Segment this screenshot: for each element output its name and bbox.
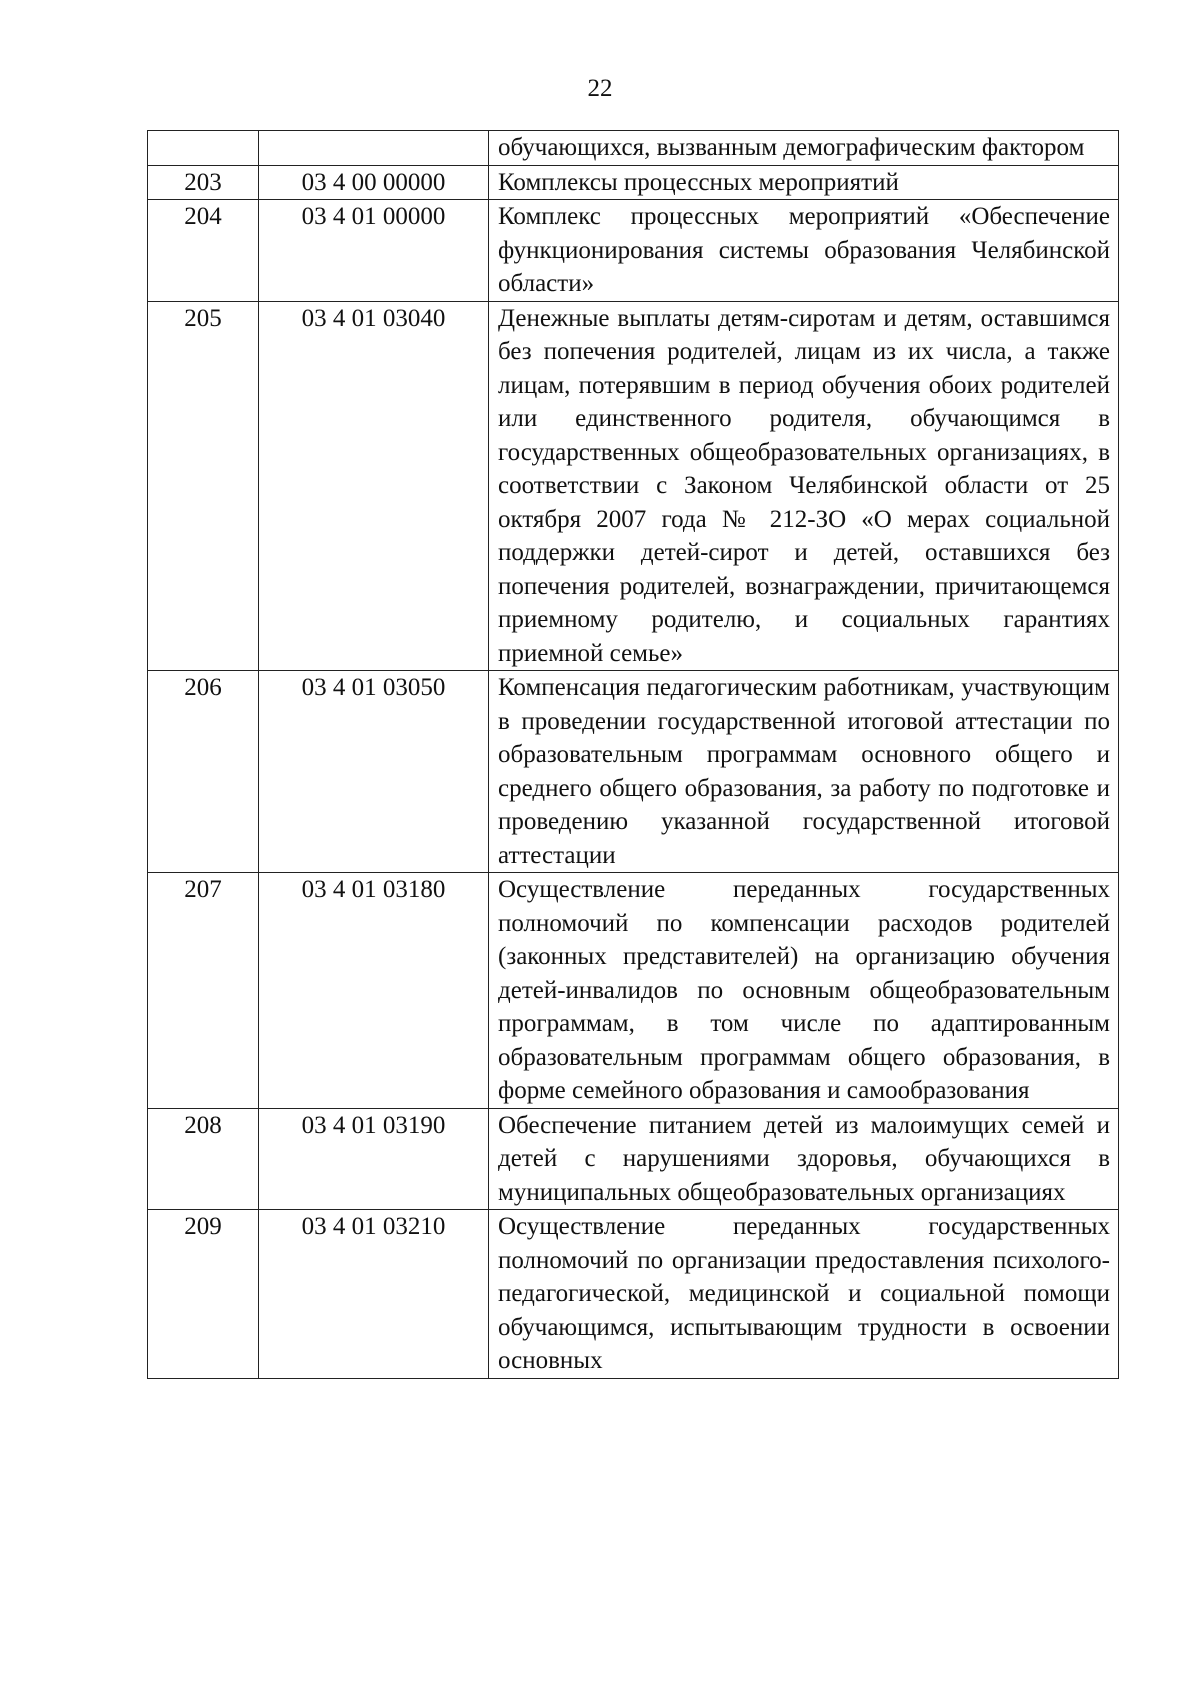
expense-description: Обеспечение питанием детей из малоимущих семей и детей с нарушениями здоровья, обучающихся в муниципальных общеобразовательных организациях (489, 1108, 1119, 1210)
expense-description: обучающихся, вызванным демографическим фактором (489, 131, 1119, 166)
table-row (148, 200, 1119, 302)
expense-description: Денежные выплаты детям-сиротам и детям, оставшимся без попечения родителей, лицам из их числа, а также лицам, потерявшим в период обучения обоих родителей или единственного родителя, обучающимся в государственных общеобразовательных организациях, в соответствии с Законом Челябинской области от 25 октября 2007 года № 212-ЗО «О мерах социальной поддержки детей-сирот и детей, оставшихся без попечения родителей, вознаграждении, причитающемся приемному родителю, и социальных гарантиях приемной семье» (489, 301, 1119, 671)
row-number (148, 131, 259, 166)
budget-code: 03 4 01 03040 (259, 301, 489, 671)
table-row (148, 1108, 1119, 1210)
row-number: 209 (148, 1210, 259, 1379)
table-row (148, 1210, 1119, 1379)
table-row (148, 131, 1119, 166)
budget-code: 03 4 01 03210 (259, 1210, 489, 1379)
budget-codes-table (147, 130, 1119, 1379)
row-number: 203 (148, 165, 259, 200)
expense-description: Осуществление переданных государственных полномочий по компенсации расходов родителей (законных представителей) на организацию обучения детей-инвалидов по основным общеобразовательным программам, в том числе по адаптированным образовательным программам общего образования, в форме семейного образования и самообразования (489, 873, 1119, 1109)
table-row (148, 301, 1119, 671)
expense-description: Комплексы процессных мероприятий (489, 165, 1119, 200)
row-number: 208 (148, 1108, 259, 1210)
budget-code (259, 131, 489, 166)
table-row (148, 671, 1119, 873)
row-number: 207 (148, 873, 259, 1109)
budget-code: 03 4 01 00000 (259, 200, 489, 302)
table-row (148, 165, 1119, 200)
expense-description: Комплекс процессных мероприятий «Обеспечение функционирования системы образования Челябинской области» (489, 200, 1119, 302)
row-number: 205 (148, 301, 259, 671)
page-number: 22 (587, 75, 613, 102)
budget-code: 03 4 01 03180 (259, 873, 489, 1109)
row-number: 206 (148, 671, 259, 873)
expense-description: Осуществление переданных государственных полномочий по организации предоставления психолого-педагогической, медицинской и социальной помощи обучающимся, испытывающим трудности в освоении основных (489, 1210, 1119, 1379)
budget-code: 03 4 00 00000 (259, 165, 489, 200)
table-row (148, 873, 1119, 1109)
row-number: 204 (148, 200, 259, 302)
expense-description: Компенсация педагогическим работникам, участвующим в проведении государственной итоговой аттестации по образовательным программам основного общего и среднего общего образования, за работу по подготовке и проведению указанной государственной итоговой аттестации (489, 671, 1119, 873)
budget-code: 03 4 01 03050 (259, 671, 489, 873)
budget-code: 03 4 01 03190 (259, 1108, 489, 1210)
